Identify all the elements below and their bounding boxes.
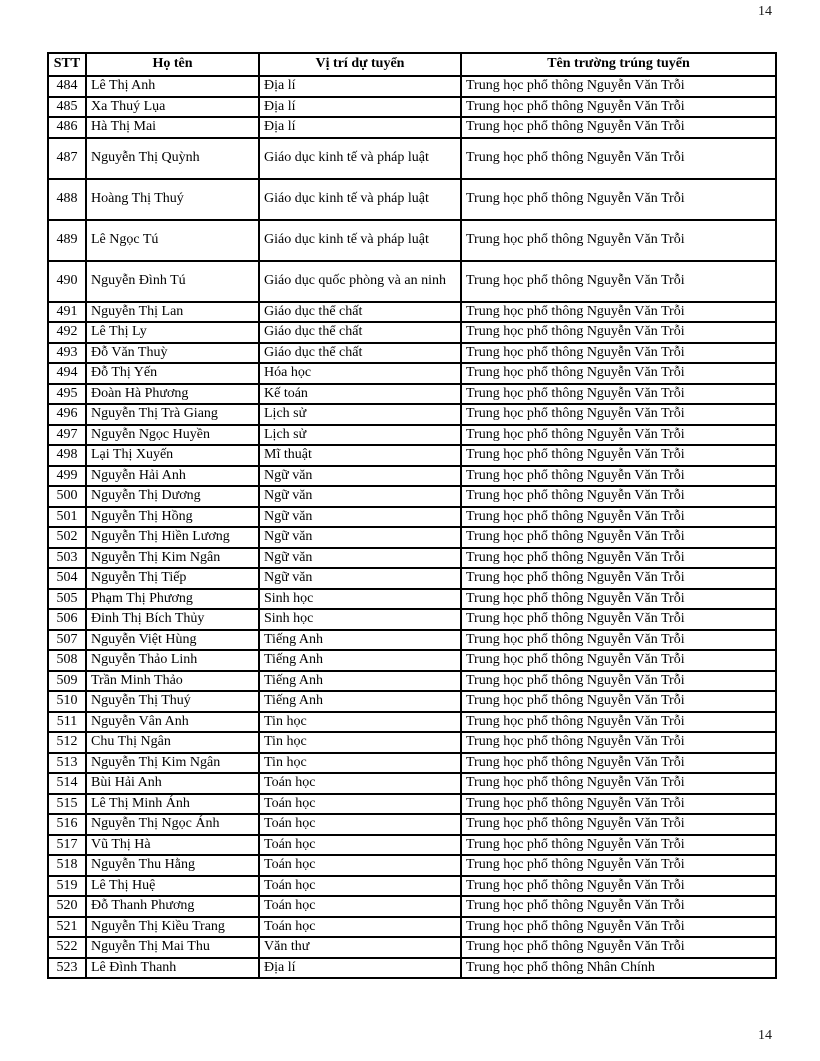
cell-name: Nguyễn Thị Dương bbox=[86, 486, 259, 507]
admission-results-table bbox=[47, 52, 777, 979]
cell-name: Lại Thị Xuyến bbox=[86, 445, 259, 466]
cell-stt: 510 bbox=[48, 691, 86, 712]
cell-school: Trung học phổ thông Nguyễn Văn Trỗi bbox=[461, 814, 776, 835]
cell-school: Trung học phổ thông Nguyễn Văn Trỗi bbox=[461, 835, 776, 856]
cell-school: Trung học phổ thông Nguyễn Văn Trỗi bbox=[461, 589, 776, 610]
table-row bbox=[48, 548, 776, 569]
cell-position: Giáo dục kinh tế và pháp luật bbox=[259, 138, 461, 179]
table-row bbox=[48, 917, 776, 938]
cell-school: Trung học phổ thông Nguyễn Văn Trỗi bbox=[461, 630, 776, 651]
cell-school: Trung học phổ thông Nguyễn Văn Trỗi bbox=[461, 609, 776, 630]
cell-stt: 496 bbox=[48, 404, 86, 425]
cell-position: Giáo dục thể chất bbox=[259, 322, 461, 343]
cell-stt: 503 bbox=[48, 548, 86, 569]
cell-position: Toán học bbox=[259, 896, 461, 917]
cell-name: Phạm Thị Phương bbox=[86, 589, 259, 610]
cell-school: Trung học phổ thông Nguyễn Văn Trỗi bbox=[461, 650, 776, 671]
table-row bbox=[48, 138, 776, 179]
cell-position: Lịch sử bbox=[259, 425, 461, 446]
cell-position: Tiếng Anh bbox=[259, 671, 461, 692]
cell-position: Tin học bbox=[259, 732, 461, 753]
table-row bbox=[48, 794, 776, 815]
cell-position: Sinh học bbox=[259, 609, 461, 630]
cell-position: Ngữ văn bbox=[259, 568, 461, 589]
cell-stt: 494 bbox=[48, 363, 86, 384]
cell-stt: 512 bbox=[48, 732, 86, 753]
cell-stt: 504 bbox=[48, 568, 86, 589]
cell-position: Tiếng Anh bbox=[259, 691, 461, 712]
cell-stt: 523 bbox=[48, 958, 86, 979]
cell-school: Trung học phổ thông Nguyễn Văn Trỗi bbox=[461, 363, 776, 384]
cell-school: Trung học phổ thông Nguyễn Văn Trỗi bbox=[461, 97, 776, 118]
cell-school: Trung học phổ thông Nguyễn Văn Trỗi bbox=[461, 117, 776, 138]
cell-school: Trung học phổ thông Nguyễn Văn Trỗi bbox=[461, 179, 776, 220]
cell-stt: 508 bbox=[48, 650, 86, 671]
table-row bbox=[48, 609, 776, 630]
cell-school: Trung học phổ thông Nguyễn Văn Trỗi bbox=[461, 384, 776, 405]
header-school: Tên trường trúng tuyển bbox=[461, 53, 776, 76]
cell-school: Trung học phổ thông Nguyễn Văn Trỗi bbox=[461, 261, 776, 302]
cell-stt: 520 bbox=[48, 896, 86, 917]
cell-school: Trung học phổ thông Nguyễn Văn Trỗi bbox=[461, 507, 776, 528]
cell-name: Lê Thị Anh bbox=[86, 76, 259, 97]
cell-position: Địa lí bbox=[259, 958, 461, 979]
table-row bbox=[48, 753, 776, 774]
table-header-row bbox=[48, 53, 776, 76]
header-position: Vị trí dự tuyển bbox=[259, 53, 461, 76]
cell-position: Giáo dục kinh tế và pháp luật bbox=[259, 179, 461, 220]
table-row bbox=[48, 691, 776, 712]
cell-school: Trung học phổ thông Nguyễn Văn Trỗi bbox=[461, 712, 776, 733]
cell-position: Ngữ văn bbox=[259, 466, 461, 487]
cell-school: Trung học phổ thông Nguyễn Văn Trỗi bbox=[461, 486, 776, 507]
cell-stt: 491 bbox=[48, 302, 86, 323]
cell-stt: 488 bbox=[48, 179, 86, 220]
cell-name: Nguyễn Việt Hùng bbox=[86, 630, 259, 651]
cell-name: Nguyễn Thị Hiền Lương bbox=[86, 527, 259, 548]
cell-school: Trung học phổ thông Nguyễn Văn Trỗi bbox=[461, 466, 776, 487]
cell-position: Toán học bbox=[259, 794, 461, 815]
cell-name: Bùi Hải Anh bbox=[86, 773, 259, 794]
cell-stt: 521 bbox=[48, 917, 86, 938]
cell-school: Trung học phổ thông Nguyễn Văn Trỗi bbox=[461, 404, 776, 425]
cell-school: Trung học phổ thông Nguyễn Văn Trỗi bbox=[461, 548, 776, 569]
cell-stt: 518 bbox=[48, 855, 86, 876]
cell-name: Lê Thị Ly bbox=[86, 322, 259, 343]
cell-stt: 506 bbox=[48, 609, 86, 630]
cell-stt: 509 bbox=[48, 671, 86, 692]
cell-name: Nguyễn Thị Ngọc Ánh bbox=[86, 814, 259, 835]
cell-position: Toán học bbox=[259, 855, 461, 876]
table-row bbox=[48, 302, 776, 323]
table-row bbox=[48, 630, 776, 651]
cell-name: Đoàn Hà Phương bbox=[86, 384, 259, 405]
cell-position: Toán học bbox=[259, 917, 461, 938]
table-row bbox=[48, 958, 776, 979]
cell-position: Hóa học bbox=[259, 363, 461, 384]
table-row bbox=[48, 937, 776, 958]
table-row bbox=[48, 486, 776, 507]
cell-school: Trung học phổ thông Nhân Chính bbox=[461, 958, 776, 979]
cell-stt: 514 bbox=[48, 773, 86, 794]
cell-position: Địa lí bbox=[259, 76, 461, 97]
cell-stt: 505 bbox=[48, 589, 86, 610]
table-row bbox=[48, 76, 776, 97]
cell-stt: 500 bbox=[48, 486, 86, 507]
cell-stt: 489 bbox=[48, 220, 86, 261]
cell-name: Lê Thị Huệ bbox=[86, 876, 259, 897]
cell-school: Trung học phổ thông Nguyễn Văn Trỗi bbox=[461, 302, 776, 323]
cell-position: Địa lí bbox=[259, 97, 461, 118]
cell-name: Xa Thuý Lụa bbox=[86, 97, 259, 118]
cell-school: Trung học phổ thông Nguyễn Văn Trỗi bbox=[461, 794, 776, 815]
cell-stt: 492 bbox=[48, 322, 86, 343]
cell-stt: 501 bbox=[48, 507, 86, 528]
cell-position: Ngữ văn bbox=[259, 507, 461, 528]
cell-position: Giáo dục thể chất bbox=[259, 302, 461, 323]
table-row bbox=[48, 896, 776, 917]
table-row bbox=[48, 568, 776, 589]
table-row bbox=[48, 261, 776, 302]
table-row bbox=[48, 363, 776, 384]
cell-position: Tiếng Anh bbox=[259, 650, 461, 671]
page-number-top: 14 bbox=[758, 4, 772, 19]
cell-position: Toán học bbox=[259, 835, 461, 856]
table-row bbox=[48, 589, 776, 610]
cell-stt: 515 bbox=[48, 794, 86, 815]
table-row bbox=[48, 425, 776, 446]
cell-stt: 485 bbox=[48, 97, 86, 118]
cell-stt: 516 bbox=[48, 814, 86, 835]
cell-position: Tiếng Anh bbox=[259, 630, 461, 651]
cell-stt: 490 bbox=[48, 261, 86, 302]
cell-stt: 487 bbox=[48, 138, 86, 179]
cell-school: Trung học phổ thông Nguyễn Văn Trỗi bbox=[461, 568, 776, 589]
table-row bbox=[48, 466, 776, 487]
cell-school: Trung học phổ thông Nguyễn Văn Trỗi bbox=[461, 773, 776, 794]
table-row bbox=[48, 445, 776, 466]
cell-position: Lịch sử bbox=[259, 404, 461, 425]
cell-position: Địa lí bbox=[259, 117, 461, 138]
cell-name: Nguyễn Thị Trà Giang bbox=[86, 404, 259, 425]
cell-name: Trần Minh Thảo bbox=[86, 671, 259, 692]
cell-stt: 497 bbox=[48, 425, 86, 446]
cell-school: Trung học phổ thông Nguyễn Văn Trỗi bbox=[461, 937, 776, 958]
table-row bbox=[48, 527, 776, 548]
table-row bbox=[48, 835, 776, 856]
table-row bbox=[48, 404, 776, 425]
cell-stt: 499 bbox=[48, 466, 86, 487]
cell-school: Trung học phổ thông Nguyễn Văn Trỗi bbox=[461, 732, 776, 753]
table-row bbox=[48, 855, 776, 876]
table-row bbox=[48, 814, 776, 835]
cell-position: Kế toán bbox=[259, 384, 461, 405]
cell-school: Trung học phổ thông Nguyễn Văn Trỗi bbox=[461, 76, 776, 97]
cell-position: Giáo dục quốc phòng và an ninh bbox=[259, 261, 461, 302]
cell-name: Đỗ Thanh Phương bbox=[86, 896, 259, 917]
cell-position: Ngữ văn bbox=[259, 486, 461, 507]
cell-name: Nguyễn Thị Tiếp bbox=[86, 568, 259, 589]
cell-position: Toán học bbox=[259, 876, 461, 897]
cell-position: Sinh học bbox=[259, 589, 461, 610]
cell-stt: 507 bbox=[48, 630, 86, 651]
cell-name: Nguyễn Thị Hồng bbox=[86, 507, 259, 528]
cell-name: Nguyễn Thu Hằng bbox=[86, 855, 259, 876]
cell-name: Nguyễn Thị Thuý bbox=[86, 691, 259, 712]
cell-name: Vũ Thị Hà bbox=[86, 835, 259, 856]
cell-school: Trung học phổ thông Nguyễn Văn Trỗi bbox=[461, 753, 776, 774]
table-row bbox=[48, 671, 776, 692]
cell-school: Trung học phổ thông Nguyễn Văn Trỗi bbox=[461, 917, 776, 938]
cell-name: Nguyễn Thị Quỳnh bbox=[86, 138, 259, 179]
cell-name: Hà Thị Mai bbox=[86, 117, 259, 138]
cell-school: Trung học phổ thông Nguyễn Văn Trỗi bbox=[461, 322, 776, 343]
cell-school: Trung học phổ thông Nguyễn Văn Trỗi bbox=[461, 876, 776, 897]
cell-name: Nguyễn Đình Tú bbox=[86, 261, 259, 302]
table-row bbox=[48, 773, 776, 794]
cell-stt: 498 bbox=[48, 445, 86, 466]
cell-name: Nguyễn Ngọc Huyền bbox=[86, 425, 259, 446]
cell-position: Mĩ thuật bbox=[259, 445, 461, 466]
cell-position: Ngữ văn bbox=[259, 527, 461, 548]
cell-position: Giáo dục thể chất bbox=[259, 343, 461, 364]
cell-name: Nguyễn Thị Kiều Trang bbox=[86, 917, 259, 938]
cell-school: Trung học phổ thông Nguyễn Văn Trỗi bbox=[461, 896, 776, 917]
cell-stt: 502 bbox=[48, 527, 86, 548]
cell-stt: 517 bbox=[48, 835, 86, 856]
cell-name: Nguyễn Vân Anh bbox=[86, 712, 259, 733]
cell-name: Chu Thị Ngân bbox=[86, 732, 259, 753]
cell-position: Ngữ văn bbox=[259, 548, 461, 569]
cell-name: Nguyễn Thị Mai Thu bbox=[86, 937, 259, 958]
header-name: Họ tên bbox=[86, 53, 259, 76]
table-row bbox=[48, 507, 776, 528]
cell-name: Lê Ngọc Tú bbox=[86, 220, 259, 261]
cell-position: Toán học bbox=[259, 773, 461, 794]
table-row bbox=[48, 876, 776, 897]
cell-school: Trung học phổ thông Nguyễn Văn Trỗi bbox=[461, 691, 776, 712]
cell-stt: 486 bbox=[48, 117, 86, 138]
cell-name: Lê Đình Thanh bbox=[86, 958, 259, 979]
cell-school: Trung học phổ thông Nguyễn Văn Trỗi bbox=[461, 425, 776, 446]
cell-position: Tin học bbox=[259, 712, 461, 733]
cell-stt: 513 bbox=[48, 753, 86, 774]
cell-school: Trung học phổ thông Nguyễn Văn Trỗi bbox=[461, 855, 776, 876]
cell-name: Hoàng Thị Thuý bbox=[86, 179, 259, 220]
table-row bbox=[48, 732, 776, 753]
table-row bbox=[48, 117, 776, 138]
cell-position: Giáo dục kinh tế và pháp luật bbox=[259, 220, 461, 261]
cell-name: Đinh Thị Bích Thủy bbox=[86, 609, 259, 630]
cell-school: Trung học phổ thông Nguyễn Văn Trỗi bbox=[461, 671, 776, 692]
cell-stt: 493 bbox=[48, 343, 86, 364]
cell-position: Văn thư bbox=[259, 937, 461, 958]
table-row bbox=[48, 343, 776, 364]
cell-name: Đỗ Văn Thuỳ bbox=[86, 343, 259, 364]
table-row bbox=[48, 220, 776, 261]
cell-school: Trung học phổ thông Nguyễn Văn Trỗi bbox=[461, 220, 776, 261]
cell-name: Nguyễn Thảo Linh bbox=[86, 650, 259, 671]
cell-name: Nguyễn Thị Lan bbox=[86, 302, 259, 323]
cell-school: Trung học phổ thông Nguyễn Văn Trỗi bbox=[461, 343, 776, 364]
cell-school: Trung học phổ thông Nguyễn Văn Trỗi bbox=[461, 138, 776, 179]
cell-school: Trung học phổ thông Nguyễn Văn Trỗi bbox=[461, 445, 776, 466]
table-row bbox=[48, 322, 776, 343]
page-number-bottom: 14 bbox=[758, 1028, 772, 1043]
cell-stt: 522 bbox=[48, 937, 86, 958]
table-row bbox=[48, 179, 776, 220]
cell-name: Đỗ Thị Yến bbox=[86, 363, 259, 384]
cell-position: Tin học bbox=[259, 753, 461, 774]
table-body bbox=[48, 76, 776, 978]
cell-position: Toán học bbox=[259, 814, 461, 835]
cell-name: Nguyễn Hải Anh bbox=[86, 466, 259, 487]
cell-school: Trung học phổ thông Nguyễn Văn Trỗi bbox=[461, 527, 776, 548]
cell-name: Nguyễn Thị Kim Ngân bbox=[86, 548, 259, 569]
cell-stt: 519 bbox=[48, 876, 86, 897]
table-row bbox=[48, 712, 776, 733]
cell-stt: 484 bbox=[48, 76, 86, 97]
header-stt: STT bbox=[48, 53, 86, 76]
table-row bbox=[48, 97, 776, 118]
cell-name: Lê Thị Minh Ánh bbox=[86, 794, 259, 815]
cell-stt: 511 bbox=[48, 712, 86, 733]
table-row bbox=[48, 650, 776, 671]
table-row bbox=[48, 384, 776, 405]
cell-name: Nguyễn Thị Kim Ngân bbox=[86, 753, 259, 774]
cell-stt: 495 bbox=[48, 384, 86, 405]
